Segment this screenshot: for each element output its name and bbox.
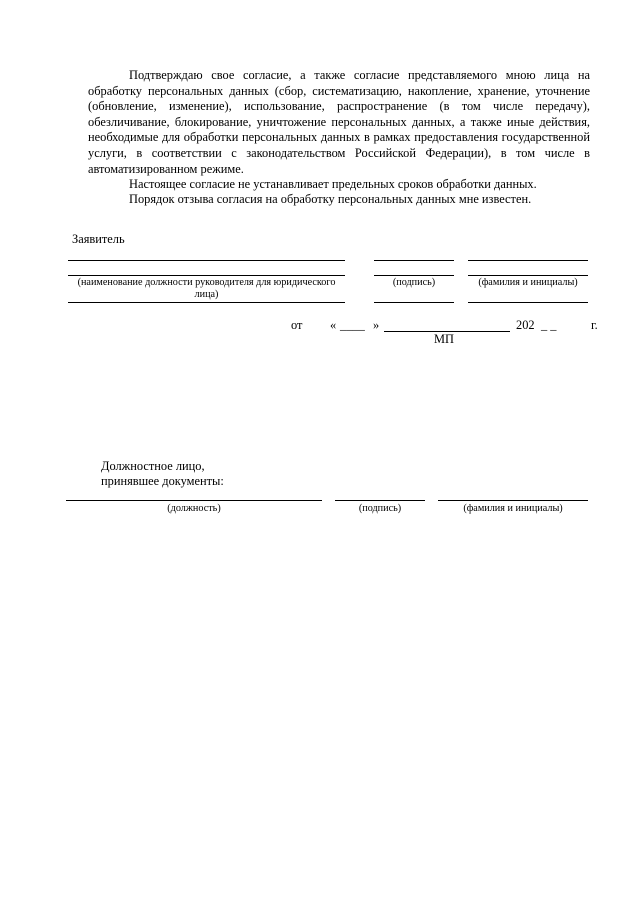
official-name-caption: (фамилия и инициалы): [463, 503, 563, 514]
stamp-placeholder: МП: [434, 332, 454, 346]
applicant-top-line[interactable]: [68, 260, 345, 261]
applicant-label: Заявитель: [72, 232, 125, 246]
applicant-name-top-line[interactable]: [468, 260, 588, 261]
applicant-signature-bottom-line: [374, 302, 454, 303]
official-name-line[interactable]: [438, 500, 588, 501]
official-signature-caption: (подпись): [358, 503, 402, 514]
official-signature-line[interactable]: [335, 500, 425, 501]
date-quote-close: »: [373, 318, 380, 332]
consent-paragraph-3: Порядок отзыва согласия на обработку персональных данных мне известен.: [129, 192, 532, 206]
applicant-signature-top-line[interactable]: [374, 260, 454, 261]
date-day-field[interactable]: ____: [340, 318, 365, 332]
official-position-caption: (должность): [167, 503, 221, 514]
date-year-field[interactable]: _ _: [541, 318, 557, 332]
date-year-prefix: 202: [516, 318, 535, 332]
applicant-signature-line[interactable]: [374, 275, 454, 276]
applicant-bottom-line: [68, 302, 345, 303]
date-year-suffix: г.: [591, 318, 598, 332]
official-label-line2: принявшее документы:: [101, 474, 224, 488]
applicant-name-line[interactable]: [468, 275, 588, 276]
applicant-position-line[interactable]: [68, 275, 345, 276]
official-position-line[interactable]: [66, 500, 322, 501]
applicant-name-caption: (фамилия и инициалы): [478, 277, 578, 288]
date-from-label: от: [291, 318, 303, 332]
official-label-line1: Должностное лицо,: [101, 459, 205, 473]
applicant-position-caption: (наименование должности руководителя для юридического лица): [77, 277, 336, 300]
consent-paragraph-2: Настоящее согласие не устанавливает предельных сроков обработки данных.: [129, 177, 537, 191]
applicant-name-bottom-line: [468, 302, 588, 303]
date-quote-open: «: [330, 318, 337, 332]
applicant-signature-caption: (подпись): [392, 277, 436, 288]
consent-paragraph-1: Подтверждаю свое согласие, а также согласие представляемого мною лица на обработку персональных данных (сбор, систематизацию, накопление, хранение, уточнение (обновление, изменение), использование, распространение (в том числе передачу), обезличивание, блокирование, уничтожение персональных данных, а также иные действия, необходимые для обработки персональных данных в рамках предоставления государственной услуги, в соответствии с законодательством Российской Федерации), в том числе в автоматизированном режиме.: [88, 68, 590, 176]
